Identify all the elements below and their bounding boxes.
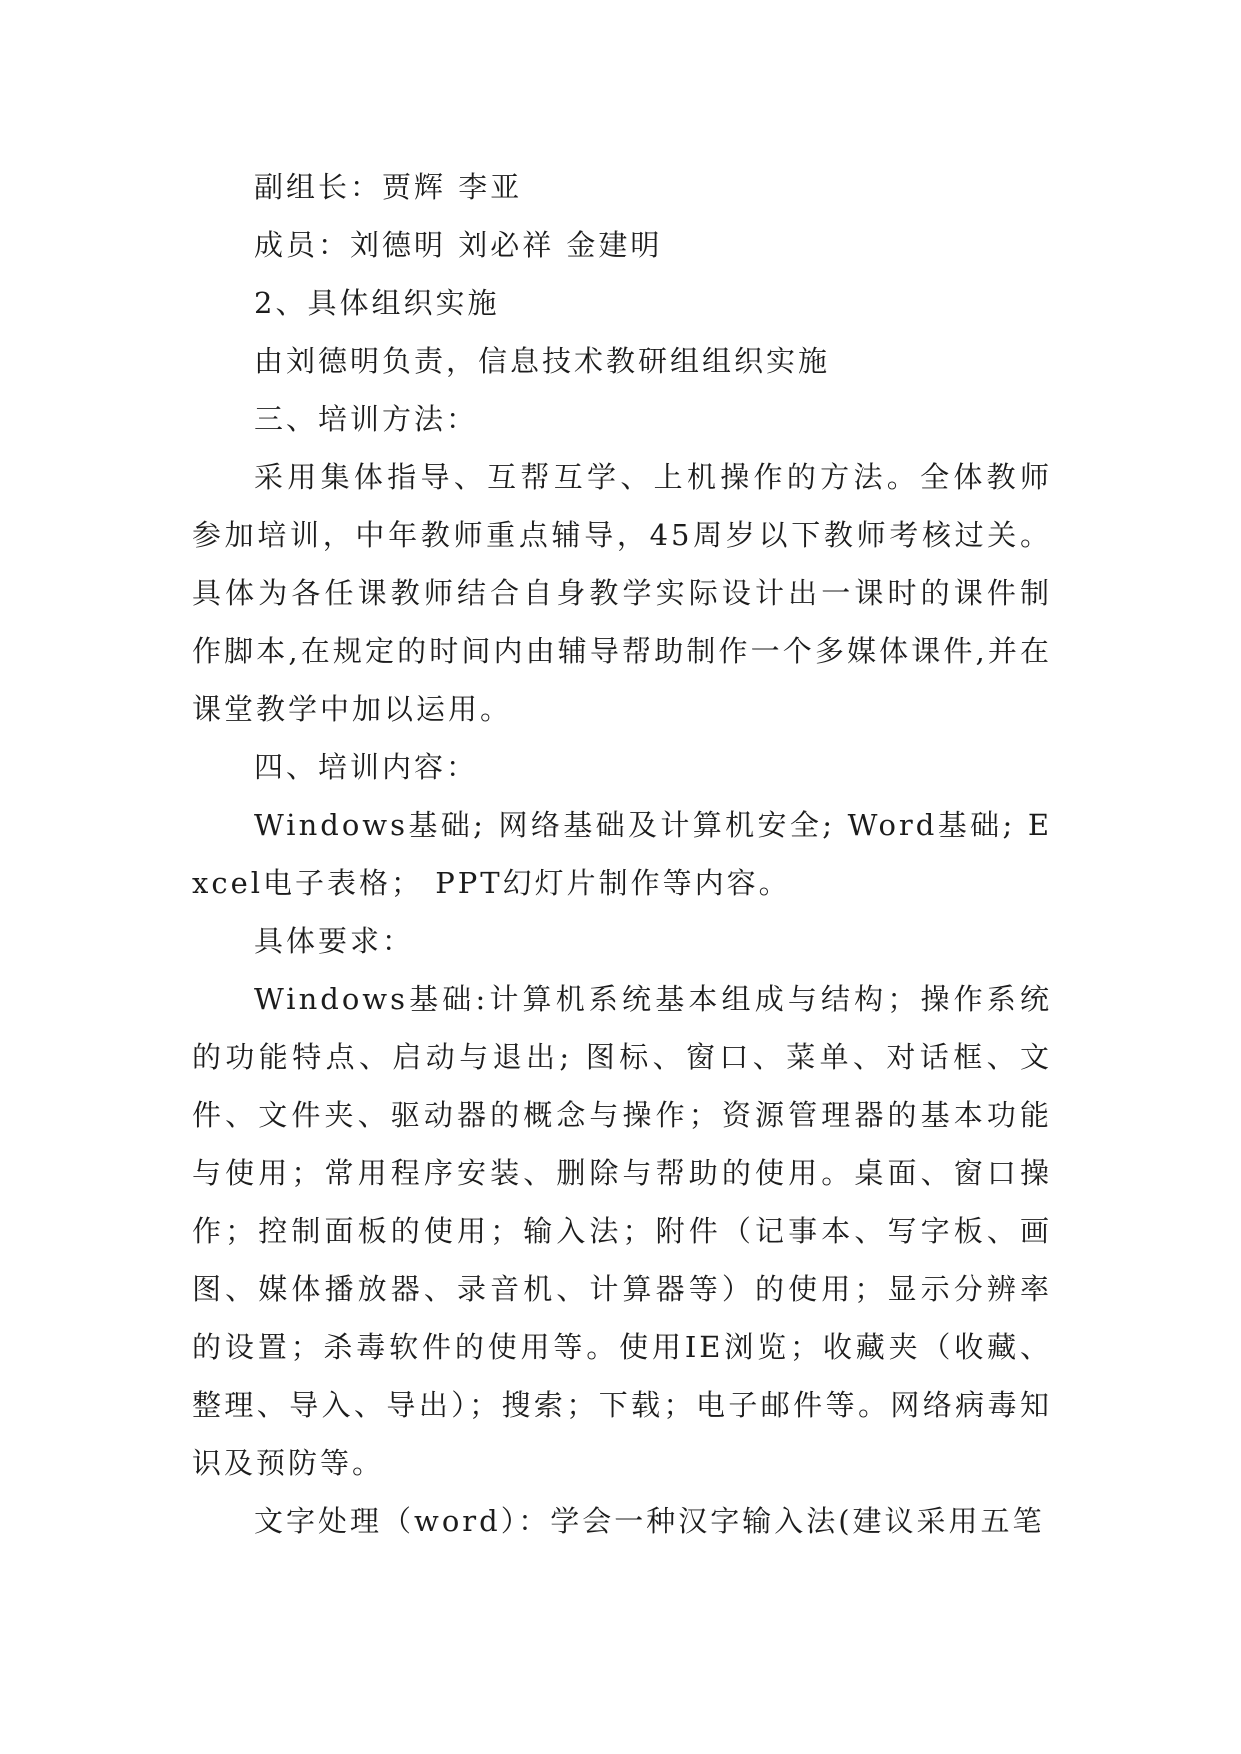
paragraph-responsibility: 由刘德明负责，信息技术教研组组织实施: [254, 344, 831, 378]
paragraph-heading-requirements: 具体要求：: [254, 924, 415, 958]
paragraph-word-processing: 文字处理（word）：学会一种汉字输入法(建议采用五笔: [254, 1504, 1045, 1538]
paragraph-training-content: Windows基础; 网络基础及计算机安全; Word基础; Excel电子表格； PPT幻灯片制作等内容。: [192, 808, 1052, 900]
document-body: [192, 158, 1052, 1550]
paragraph-members: 成员：刘德明 刘必祥 金建明: [254, 228, 663, 262]
paragraph-windows-requirements: Windows基础:计算机系统基本组成与结构；操作系统的功能特点、启动与退出; 图标、窗口、菜单、对话框、文件、文件夹、驱动器的概念与操作；资源管理器的基本功能与使用；常用程序安装、删除与帮助的使用。桌面、窗口操作；控制面板的使用；输入法；附件（记事本、写字板、画图、媒体播放器、录音机、计算器等）的使用；显示分辨率的设置；杀毒软件的使用等。使用IE浏览；收藏夹（收藏、整理、导入、导出）；搜索；下载；电子邮件等。网络病毒知识及预防等。: [192, 982, 1052, 1480]
paragraph-heading-implementation: 2、具体组织实施: [254, 286, 500, 320]
paragraph-vice-leaders: 副组长：贾辉 李亚: [254, 170, 523, 204]
paragraph-training-method: 采用集体指导、互帮互学、上机操作的方法。全体教师参加培训，中年教师重点辅导，45周岁以下教师考核过关。具体为各任课教师结合自身教学实际设计出一课时的课件制作脚本,在规定的时间内由辅导帮助制作一个多媒体课件,并在课堂教学中加以运用。: [192, 460, 1052, 726]
paragraph-heading-training-method: 三、培训方法：: [254, 402, 479, 436]
paragraph-heading-training-content: 四、培训内容：: [254, 750, 479, 784]
